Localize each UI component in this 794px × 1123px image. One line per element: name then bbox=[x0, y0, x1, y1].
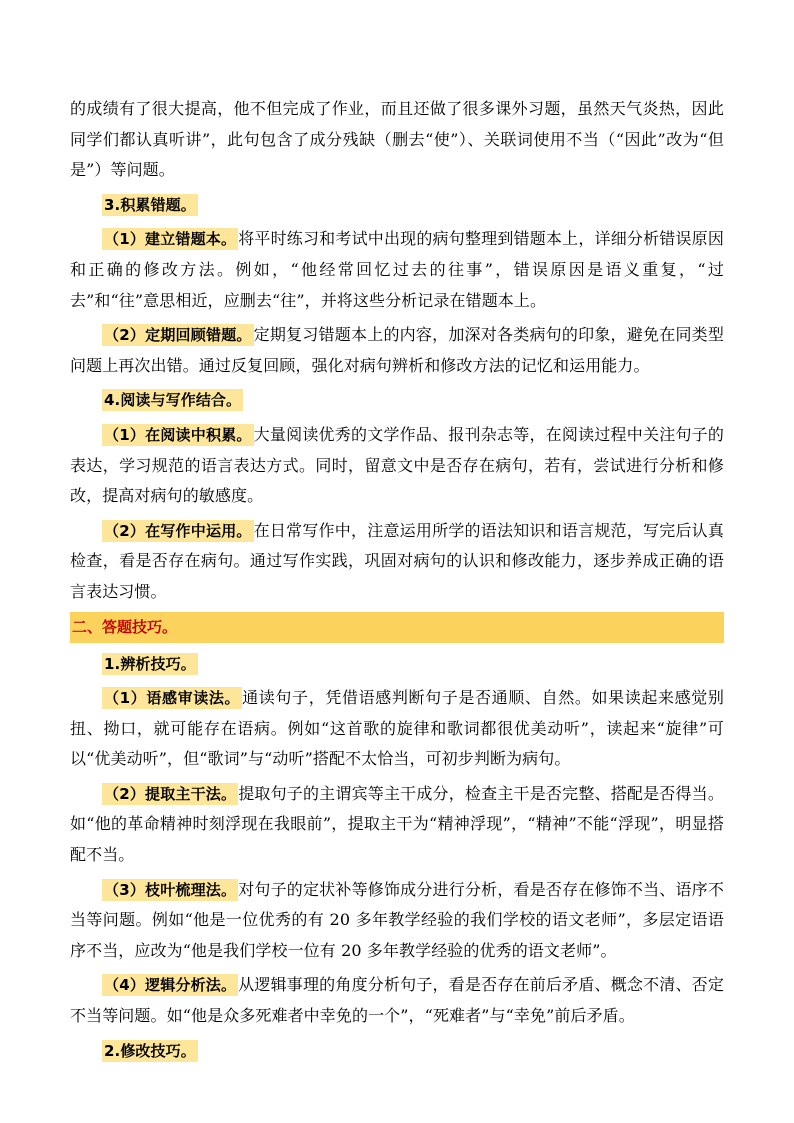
subheading-reading-writing bbox=[70, 385, 724, 416]
item-review-errors bbox=[70, 320, 724, 381]
item-apply-writing bbox=[70, 516, 724, 608]
section-heading-answer-skills: 二、答题技巧。 bbox=[70, 612, 724, 643]
item-extract-trunk bbox=[70, 779, 724, 871]
subheading-label: 2.修改技巧。 bbox=[104, 1041, 196, 1060]
subheading-accumulate-errors bbox=[70, 190, 724, 221]
subheading-revision-skills bbox=[70, 1036, 724, 1067]
item-label: （1）在阅读中积累。 bbox=[104, 425, 252, 444]
item-text: 在日常写作中，注意运用所学的语法知识和语言规范，写完后认真检查，看是否存在病句。通过写作实践，巩固对病句的认识和修改能力，逐步养成正确的语言表达习惯。 bbox=[70, 520, 724, 601]
item-text: 通读句子，凭借语感判断句子是否通顺、自然。如果读起来感觉别扭、拗口，就可能存在语病。例如“这首歌的旋律和歌词都很优美动听”，读起来“旋律”可以“优美动听”，但“歌词”与“动听”搭配不太恰当，可初步判断为病句。 bbox=[70, 688, 725, 769]
paragraph-continuation: 的成绩有了很大提高，他不但完成了作业，而且还做了很多课外习题，虽然天气炎热，因此同学们都认真听讲”，此句包含了成分残缺（删去“使”）、关联词使用不当（“因此”改为“但是”）等问题。 bbox=[70, 99, 724, 180]
subheading-label: 1.辨析技巧。 bbox=[104, 654, 196, 673]
item-error-notebook bbox=[70, 224, 724, 316]
item-label: （2）提取主干法。 bbox=[104, 784, 237, 803]
item-accumulate-reading bbox=[70, 420, 724, 512]
item-label: （1）建立错题本。 bbox=[104, 230, 237, 249]
item-label: （4）逻辑分析法。 bbox=[104, 976, 237, 995]
item-text: 将平时练习和考试中出现的病句整理到错题本上，详细分析错误原因和正确的修改方法。例如，“他经常回忆过去的往事”，错误原因是语义重复，“过去”和“往”意思相近，应删去“往”，并将这些分析记录在错题本上。 bbox=[70, 229, 724, 310]
item-modifier-analysis bbox=[70, 875, 724, 967]
item-label: （2）定期回顾错题。 bbox=[104, 326, 252, 345]
item-sense-reading bbox=[70, 683, 724, 775]
subheading-analysis-skills bbox=[70, 649, 724, 680]
item-text: 定期复习错题本上的内容，加深对各类病句的印象，避免在同类型问题上再次出错。通过反复回顾，强化对病句辨析和修改方法的记忆和运用能力。 bbox=[70, 325, 724, 375]
item-text: 从逻辑事理的角度分析句子，看是否存在前后矛盾、概念不清、否定不当等问题。如“他是众多死难者中幸免的一个”，“死难者”与“幸免”前后矛盾。 bbox=[70, 975, 724, 1026]
item-text: 大量阅读优秀的文学作品、报刊杂志等，在阅读过程中关注句子的表达，学习规范的语言表达方式。同时，留意文中是否存在病句，若有，尝试进行分析和修改，提高对病句的敏感度。 bbox=[70, 424, 724, 506]
item-text: 提取句子的主谓宾等主干成分，检查主干是否完整、搭配是否得当。如“他的革命精神时刻浮现在我眼前”，提取主干为“精神浮现”，“精神”不能“浮现”，明显搭配不当。 bbox=[70, 783, 724, 865]
item-label: （2）在写作中运用。 bbox=[104, 521, 252, 540]
item-label: （3）枝叶梳理法。 bbox=[104, 880, 237, 899]
subheading-label: 4.阅读与写作结合。 bbox=[104, 391, 242, 410]
item-logic-analysis bbox=[70, 970, 724, 1031]
item-label: （1）语感审读法。 bbox=[104, 689, 241, 708]
subheading-label: 3.积累错题。 bbox=[104, 195, 196, 214]
item-text: 对句子的定状补等修饰成分进行分析，看是否存在修饰不当、语序不当等问题。例如“他是一位优秀的有 20 多年教学经验的我们学校的语文老师”，多层定语语序不当，应改为“他是我们学校一位有 20 多年教学经验的优秀的语文老师”。 bbox=[70, 879, 724, 960]
